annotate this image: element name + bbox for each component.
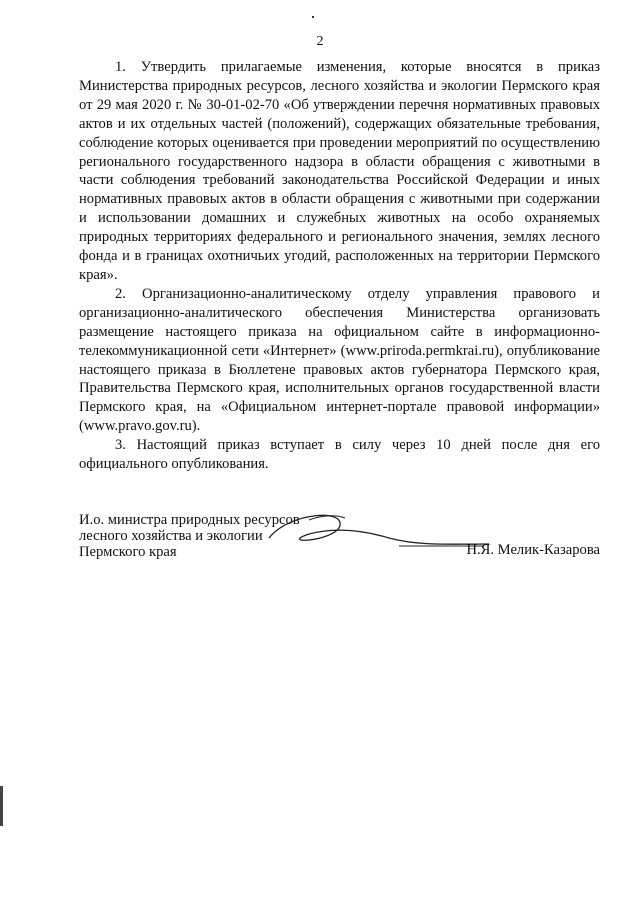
page-number: 2 — [316, 34, 324, 49]
scan-edge-mark — [0, 786, 3, 826]
paragraph-3: 3. Настоящий приказ вступает в силу через 10 дней после дня его официального опубликования. — [79, 437, 600, 473]
signatory-title-line-1: И.о. министра природных ресурсов — [79, 512, 300, 528]
signatory-title-line-2: лесного хозяйства и экологии — [79, 528, 263, 544]
paragraph-2: 2. Организационно-аналитическому отделу управления правового и организационно-аналитического обеспечения Министерства организовать размещение настоящего приказа на официальном сайте в информационно-телекоммуникационной сети «Интернет» (www.priroda.permkrai.ru), опубликование настоящего приказа в Бюллетене правовых актов губернатора Пермского края, Правительства Пермского края, исполнительных органов государственной власти Пермского края, на «Официальном интернет-портале правовой информации» (www.pravo.gov.ru). — [79, 285, 600, 435]
handwritten-signature — [249, 504, 499, 564]
document-body — [79, 58, 600, 474]
signature-block — [79, 512, 600, 572]
signatory-name: Н.Я. Мелик-Казарова — [466, 542, 600, 558]
signatory-title-line-3: Пермского края — [79, 544, 177, 560]
scan-speck — [312, 16, 314, 18]
paragraph-1: 1. Утвердить прилагаемые изменения, которые вносятся в приказ Министерства природных ресурсов, лесного хозяйства и экологии Пермского края от 29 мая 2020 г. № 30-01-02-70 «Об утверждении перечня нормативных правовых актов и их отдельных частей (положений), содержащих обязательные требования, соблюдение которых оценивается при проведении мероприятий по осуществлению регионального государственного надзора в области обращения с животными в части соблюдения требований законодательства Российской Федерации и иных нормативных правовых актов в области обращения с животными при содержании и использовании домашних и служебных животных на особо охраняемых природных территориях федерального и регионального значения, землях лесного фонда и в границах охотничьих угодий, расположенных на территории Пермского края». — [79, 59, 600, 283]
